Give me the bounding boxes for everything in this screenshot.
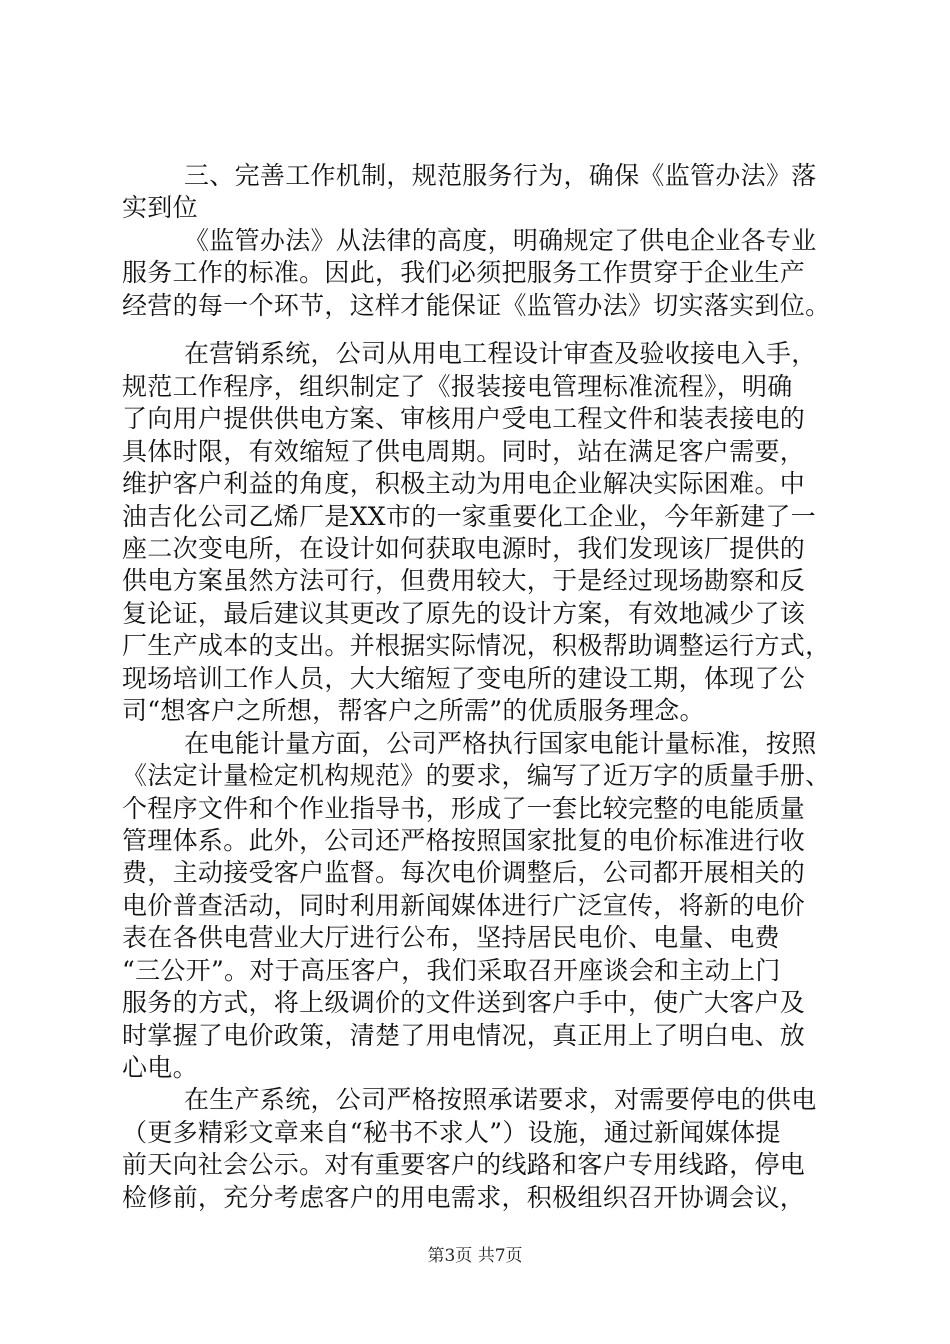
paragraph-line: 电价普查活动，同时利用新闻媒体进行广泛宣传，将新的电价: [122, 891, 806, 920]
paragraph-line: 《监管办法》从法律的高度，明确规定了供电企业各专业: [184, 226, 817, 255]
paragraph-line: 了向用户提供供电方案、审核用户受电工程文件和装表接电的: [122, 404, 806, 433]
paragraph-line: 现场培训工作人员，大大缩短了变电所的建设工期，体现了公: [122, 664, 806, 693]
paragraph-line: 司“想客户之所想，帮客户之所需”的优质服务理念。: [122, 696, 705, 725]
paragraph-line: 维护客户利益的角度，积极主动为用电企业解决实际困难。中: [122, 469, 806, 498]
paragraph-line: 服务工作的标准。因此，我们必须把服务工作贯穿于企业生产: [122, 258, 806, 287]
paragraph-line: 前天向社会公示。对有重要客户的线路和客户专用线路，停电: [122, 1150, 806, 1179]
section-heading-line: 三、完善工作机制，规范服务行为，确保《监管办法》落: [184, 161, 817, 190]
paragraph-line: 在生产系统，公司严格按照承诺要求，对需要停电的供电: [184, 1085, 817, 1114]
paragraph-line: 表在各供电营业大厅进行公布，坚持居民电价、电量、电费: [122, 923, 780, 952]
paragraph-line: 厂生产成本的支出。并根据实际情况，积极帮助调整运行方式，: [122, 631, 831, 660]
paragraph-line: 心电。: [122, 1053, 198, 1082]
paragraph-line: 复论证，最后建议其更改了原先的设计方案，有效地减少了该: [122, 599, 806, 628]
paragraph-line: 服务的方式，将上级调价的文件送到客户手中，使广大客户及: [122, 988, 806, 1017]
paragraph-line: 时掌握了电价政策，清楚了用电情况，真正用上了明白电、放: [122, 1021, 806, 1050]
paragraph-line: 个程序文件和个作业指导书，形成了一套比较完整的电能质量: [122, 794, 806, 823]
paragraph-line: 在营销系统，公司从用电工程设计审查及验收接电入手，: [184, 339, 817, 368]
paragraph-line: 座二次变电所，在设计如何获取电源时，我们发现该厂提供的: [122, 534, 806, 563]
paragraph-line: 检修前，充分考虑客户的用电需求，积极组织召开协调会议，: [122, 1183, 806, 1212]
paragraph-line: 管理体系。此外，公司还严格按照国家批复的电价标准进行收: [122, 826, 806, 855]
paragraph-line: 规范工作程序，组织制定了《报装接电管理标准流程》，明确: [122, 372, 793, 401]
page-footer: 第3页 共7页: [427, 1246, 523, 1266]
section-heading-line: 实到位: [122, 193, 198, 222]
paragraph-line: 费，主动接受客户监督。每次电价调整后，公司都开展相关的: [122, 858, 806, 887]
paragraph-line: 供电方案虽然方法可行，但费用较大，于是经过现场勘察和反: [122, 566, 806, 595]
paragraph-line: 具体时限，有效缩短了供电周期。同时，站在满足客户需要，: [122, 437, 806, 466]
paragraph-line: 在电能计量方面，公司严格执行国家电能计量标准，按照: [184, 729, 817, 758]
paragraph-line: 《法定计量检定机构规范》的要求，编写了近万字的质量手册、: [122, 761, 831, 790]
paragraph-line: 油吉化公司乙烯厂是XX市的一家重要化工企业，今年新建了一: [122, 502, 816, 531]
paragraph-line: （更多精彩文章来自“秘书不求人”）设施，通过新闻媒体提: [122, 1118, 781, 1147]
paragraph-line: “三公开”。对于高压客户，我们采取召开座谈会和主动上门: [122, 956, 781, 985]
paragraph-line: 经营的每一个环节，这样才能保证《监管办法》切实落实到位。: [122, 291, 831, 320]
